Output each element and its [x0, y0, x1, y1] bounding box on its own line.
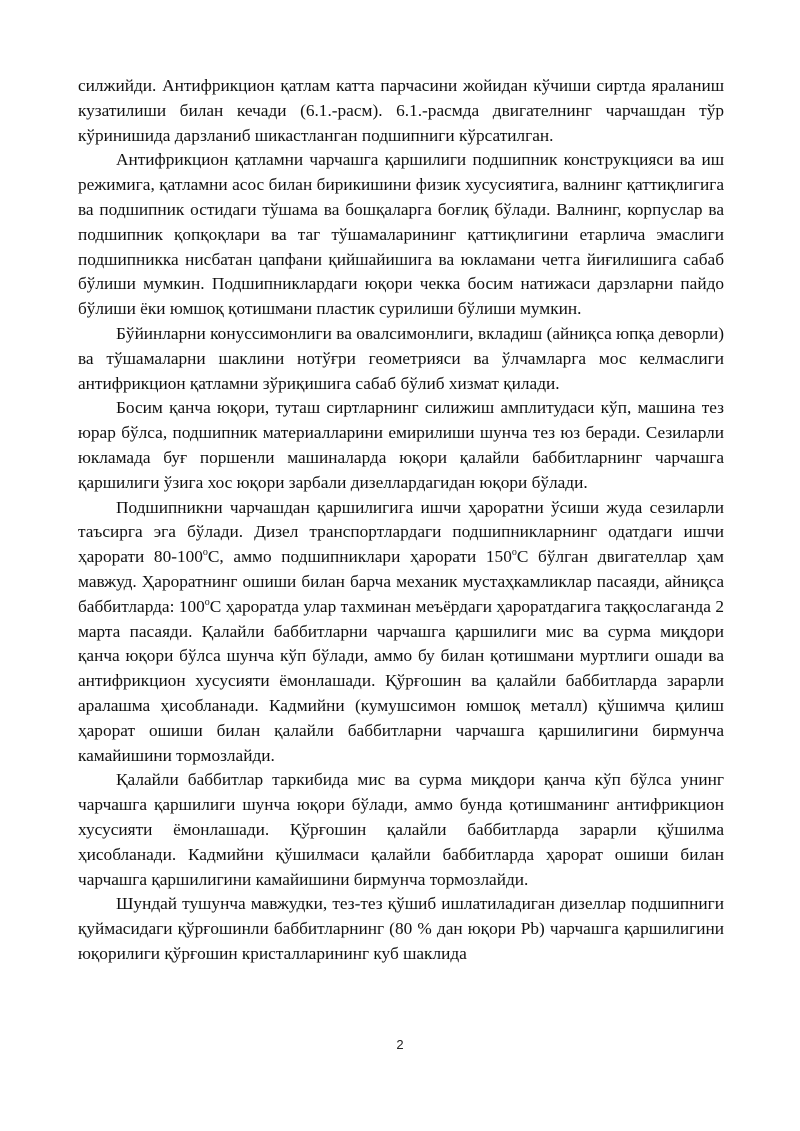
- text-segment: С ҳароратда улар тахминан меъёрдаги ҳароратдагига таққослаганда 2 марта пасаяди. Қалайли баббитларни чарчашга қаршилиги мис ва сурма миқдори қанча юқори бўлса шунча кўп бўлади, аммо бу билан қотишмани муртлиги ошади ва антифрикцион хусусияти ёмонлашади. Қўрғошин ва қалайли баббитларда зарарли аралашма ҳисобланади. Кадмийни (кумушсимон юмшоқ металл) қўшимча қилиш ҳарорат ошиши билан қалайли баббитларни чарчашга қаршилигини бирмунча камайишини тормозлайди.: [78, 596, 724, 765]
- text-segment: Подшипникни чарчашдан қаршилигига ишчи ҳароратни ўсиши жуда сезиларли таъсирга эга бўлади. Дизел транспортлардаги подшипникларнинг одатдаги ишчи ҳарорати 80-100: [78, 497, 724, 567]
- text-segment: силжийди. Антифрикцион қатлам катта парчасини жойидан кўчиши сиртда яраланиш кузатилиши билан кечади (6.1.-расм). 6.1.-расмда двигателнинг чарчашдан тўр кўринишида дарзланиб шикастланган подшипниги кўрсатилган.: [78, 76, 724, 145]
- document-body: [78, 74, 724, 967]
- paragraph: [78, 74, 724, 148]
- text-segment: С бўлган двигателлар ҳам мавжуд. Ҳароратнинг ошиши билан барча механик мустаҳкамликлар пасаяди, айниқса баббитларда: 100: [78, 547, 724, 616]
- text-segment: С, аммо подшипниклари ҳарорати 150: [207, 547, 512, 567]
- paragraph: [78, 148, 724, 322]
- document-page: [78, 74, 724, 967]
- paragraph: [78, 892, 724, 966]
- paragraph: [78, 322, 724, 396]
- text-segment: Антифрикцион қатламни чарчашга қаршилиги подшипник конструкцияси ва иш режимига, қатламни асос билан бирикишини физик хусусиятига, валнинг қаттиқлигига ва подшипник остидаги тўшама ва бошқаларга боғлиқ бўлади. Валнинг, корпуслар ва подшипник қопқоқлари ва таг тўшамаларининг қаттиқлигини етарлича эмаслиги подшипникка нисбатан цапфани қийшайишига ва юкламани четга йиғилишига сабаб бўлиши мумкин. Подшипниклардаги юқори чекка босим натижаси дарзларни пайдо бўлиши ёки юмшоқ қотишмани пластик сурилиши бўлиши мумкин.: [78, 150, 724, 319]
- text-segment: Қалайли баббитлар таркибида мис ва сурма миқдори қанча кўп бўлса унинг чарчашга қаршилиги шунча юқори бўлади, аммо бунда қотишманинг антифрикцион хусусияти ёмонлашади. Қўрғошин қалайли баббитларда зарарли қўшилма ҳисобланади. Кадмийни қўшилмаси қалайли баббитларда ҳарорат ошиши билан чарчашга қаршилигини камайишини бирмунча тормозлайди.: [78, 770, 724, 889]
- degree-superscript: o: [202, 547, 208, 559]
- page-number: 2: [396, 1037, 404, 1052]
- text-segment: Бўйинларни конуссимонлиги ва овалсимонлиги, вкладиш (айниқса юпқа деворли) ва тўшамаларни шаклини нотўғри геометрияси ва ўлчамларга мос келмаслиги антифрикцион қатламни зўриқишига сабаб бўлиб хизмат қилади.: [78, 323, 724, 393]
- paragraph: [78, 496, 724, 769]
- degree-superscript: o: [511, 547, 517, 559]
- text-segment: Шундай тушунча мавжудки, тез-тез қўшиб ишлатиладиган дизеллар подшипниги қуймасидаги қўрғошинли баббитларнинг (80 % дан юқори Pb) чарчашга қаршилигини юқорилиги қўрғошин кристалларининг куб шаклида: [78, 894, 724, 963]
- paragraph: [78, 396, 724, 495]
- degree-superscript: o: [204, 596, 210, 608]
- paragraph: [78, 768, 724, 892]
- text-segment: Босим қанча юқори, туташ сиртларнинг силижиш амплитудаси кўп, машина тез юрар бўлса, подшипник материалларини емирилиши шунча тез юз беради. Сезиларли юкламада буғ поршенли машиналарда юқори қалайли баббитларнинг чарчашга қаршилиги ўзига хос юқори зарбали дизеллардагидан юқори бўлади.: [78, 398, 724, 492]
